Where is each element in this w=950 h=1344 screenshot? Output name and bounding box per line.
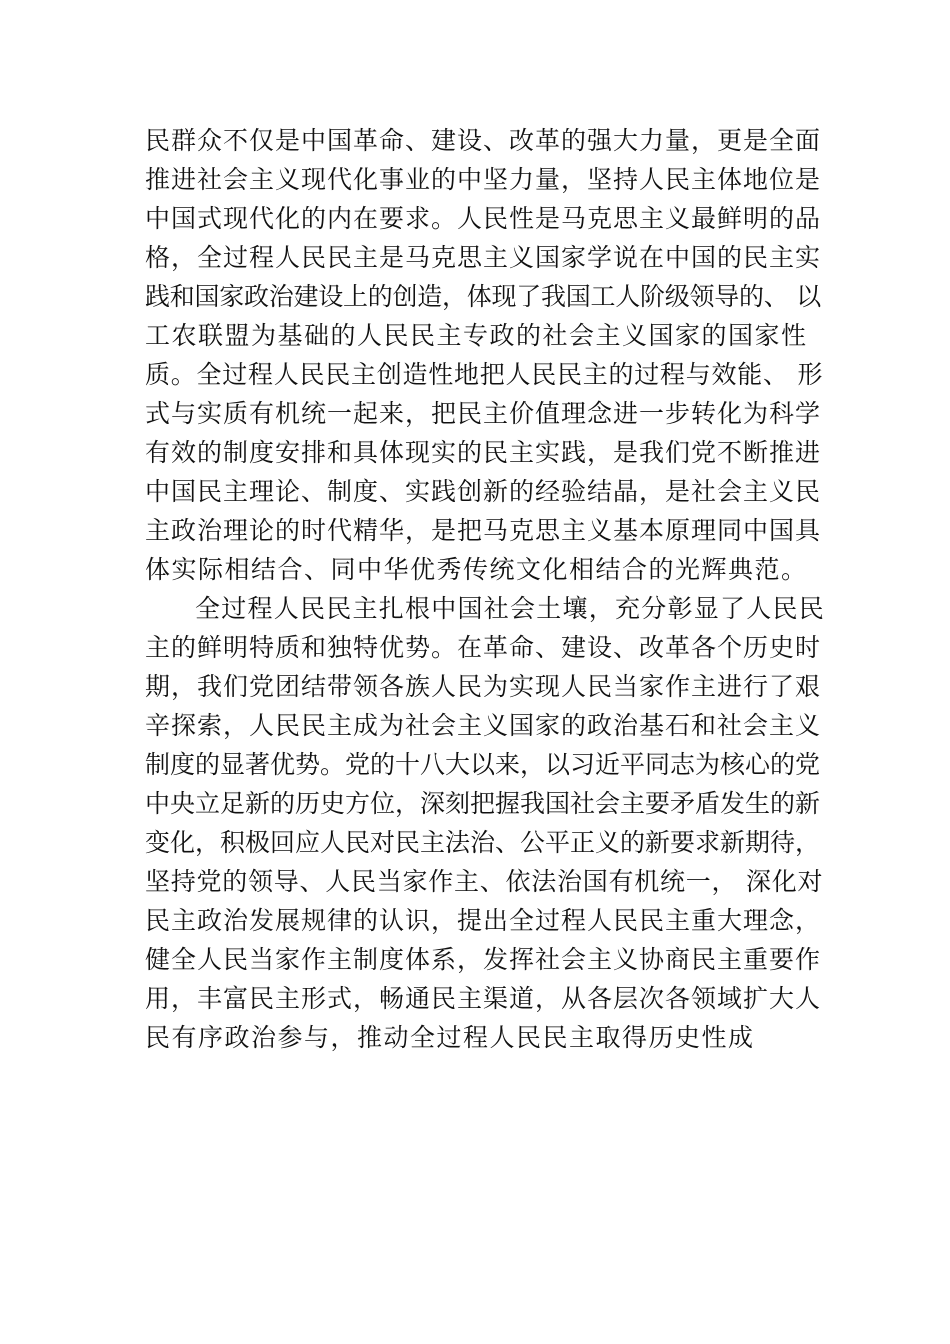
text-line: 中国民主理论、制度、实践创新的经验结晶，是社会主义民 (145, 477, 822, 506)
text-line: 推进社会主义现代化事业的中坚力量，坚持人民主体地位是 (145, 165, 822, 194)
text-line: 体实际相结合、同中华优秀传统文化相结合的光辉典范。 (145, 555, 808, 584)
text-line: 主的鲜明特质和独特优势。在革命、建设、改革各个历史时 (145, 633, 822, 662)
text-line: 践和国家政治建设上的创造，体现了我国工人阶级领导的、 以 (145, 282, 821, 311)
text-line: 用，丰富民主形式，畅通民主渠道，从各层次各领域扩大人 (145, 984, 822, 1013)
text-line: 辛探索，人民民主成为社会主义国家的政治基石和社会主义 (145, 711, 822, 740)
text-line: 式与实质有机统一起来，把民主价值理念进一步转化为科学 (145, 399, 822, 428)
paragraph-1 (145, 121, 825, 589)
text-line: 工农联盟为基础的人民民主专政的社会主义国家的国家性 (145, 321, 808, 350)
text-line: 主政治理论的时代精华，是把马克思主义基本原理同中国具 (145, 516, 822, 545)
text-line: 格，全过程人民民主是马克思主义国家学说在中国的民主实 (145, 243, 822, 272)
text-line: 中国式现代化的内在要求。人民性是马克思主义最鲜明的品 (145, 204, 822, 233)
text-line: 期，我们党团结带领各族人民为实现人民当家作主进行了艰 (145, 672, 822, 701)
text-line: 中央立足新的历史方位，深刻把握我国社会主要矛盾发生的新 (145, 789, 821, 818)
text-line: 民主政治发展规律的认识，提出全过程人民民主重大理念， (145, 906, 822, 935)
text-line: 民有序政治参与，推动全过程人民民主取得历史性成 (145, 1023, 755, 1052)
document-body (145, 121, 825, 1057)
text-line: 民群众不仅是中国革命、建设、改革的强大力量，更是全面 (145, 126, 822, 155)
text-line: 变化，积极回应人民对民主法治、公平正义的新要求新期待， (145, 828, 821, 857)
text-line: 健全人民当家作主制度体系，发挥社会主义协商民主重要作 (145, 945, 822, 974)
paragraph-2 (145, 589, 825, 1057)
text-line: 全过程人民民主扎根中国社会土壤，充分彰显了人民民 (195, 594, 826, 623)
text-line: 有效的制度安排和具体现实的民主实践，是我们党不断推进 (145, 438, 822, 467)
text-line: 坚持党的领导、人民当家作主、依法治国有机统一， 深化对 (145, 867, 824, 896)
text-line: 质。全过程人民民主创造性地把人民民主的过程与效能、 形 (145, 360, 824, 389)
text-line: 制度的显著优势。党的十八大以来，以习近平同志为核心的党 (145, 750, 821, 779)
